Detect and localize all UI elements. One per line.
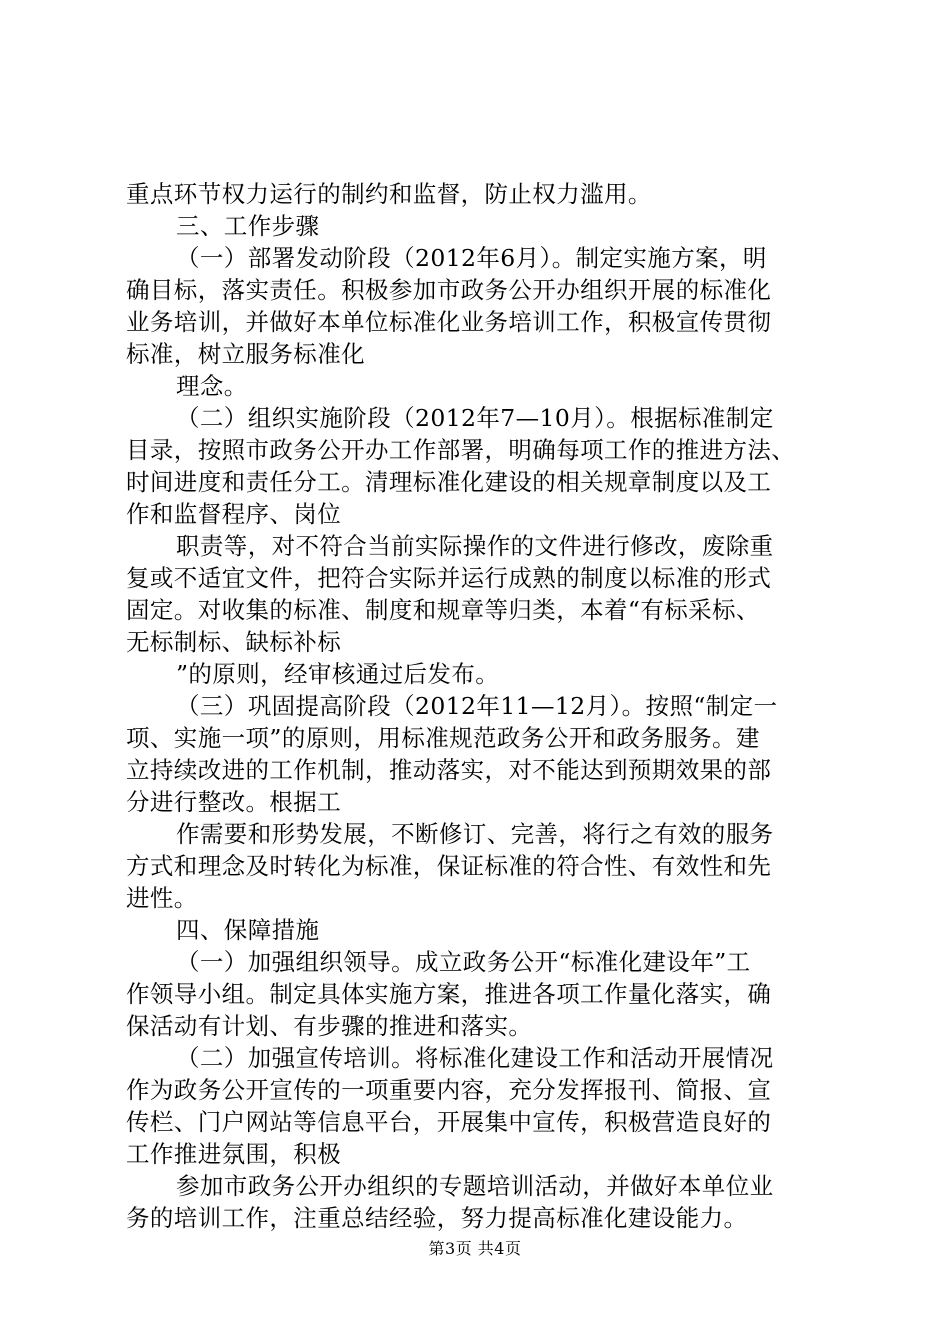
body-text-line: 方式和理念及时转化为标准，保证标准的符合性、有效性和先 [126, 852, 772, 880]
body-text-line: 作领导小组。制定具体实施方案，推进各项工作量化落实，确 [126, 980, 772, 1008]
page-number-footer: 第3页 共4页 [428, 1239, 522, 1258]
body-text-line: 务的培训工作，注重总结经验，努力提高标准化建设能力。 [126, 1204, 748, 1232]
body-text-line: 目录，按照市政务公开办工作部署，明确每项工作的推进方法、 [126, 436, 796, 464]
body-text-line: 作需要和形势发展，不断修订、完善，将行之有效的服务 [176, 820, 774, 848]
body-text-line: 作为政务公开宣传的一项重要内容，充分发挥报刊、简报、宣 [126, 1076, 772, 1104]
body-text-line: （一）加强组织领导。成立政务公开“标准化建设年”工 [176, 948, 751, 976]
body-text-line: 无标制标、缺标补标 [126, 628, 342, 656]
body-text-line: 理念。 [176, 372, 248, 400]
body-text-line: 时间进度和责任分工。清理标准化建设的相关规章制度以及工 [126, 468, 772, 496]
body-text-line: 进性。 [126, 884, 198, 912]
body-text-line: （二）组织实施阶段（2012年7—10月）。根据标准制定 [176, 404, 774, 432]
body-text-line: 项、实施一项”的原则，用标准规范政务公开和政务服务。建 [126, 724, 760, 752]
body-text-line: 复或不适宜文件，把符合实际并运行成熟的制度以标准的形式 [126, 564, 772, 592]
body-text-line: 固定。对收集的标准、制度和规章等归类，本着“有标采标、 [126, 596, 760, 624]
body-text-line: 立持续改进的工作机制，推动落实，对不能达到预期效果的部 [126, 756, 772, 784]
body-text-line: 传栏、门户网站等信息平台，开展集中宣传，积极营造良好的 [126, 1108, 772, 1136]
body-text-line: 标准，树立服务标准化 [126, 340, 365, 368]
body-text-line: （三）巩固提高阶段（2012年11—12月）。按照“制定一 [176, 692, 778, 720]
body-text-line: 参加市政务公开办组织的专题培训活动，并做好本单位业 [176, 1172, 774, 1200]
section-heading: 四、保障措施 [176, 916, 320, 944]
section-heading: 三、工作步骤 [176, 212, 320, 240]
body-text-line: 重点环节权力运行的制约和监督，防止权力滥用。 [126, 180, 652, 208]
body-text-line: 工作推进氛围，积极 [126, 1140, 342, 1168]
body-text-line: 确目标，落实责任。积极参加市政务公开办组织开展的标准化 [126, 276, 772, 304]
body-text-line: 保活动有计划、有步骤的推进和落实。 [126, 1012, 533, 1040]
body-text-line: 分进行整改。根据工 [126, 788, 342, 816]
body-text-line: 业务培训，并做好本单位标准化业务培训工作，积极宣传贯彻 [126, 308, 772, 336]
body-text-line: （二）加强宣传培训。将标准化建设工作和活动开展情况 [176, 1044, 774, 1072]
body-text-line: （一）部署发动阶段（2012年6月）。制定实施方案，明 [176, 244, 767, 272]
body-text-line: 作和监督程序、岗位 [126, 500, 342, 528]
body-text-line: 职责等，对不符合当前实际操作的文件进行修改，废除重 [176, 532, 774, 560]
body-text-line: ”的原则，经审核通过后发布。 [176, 660, 500, 688]
